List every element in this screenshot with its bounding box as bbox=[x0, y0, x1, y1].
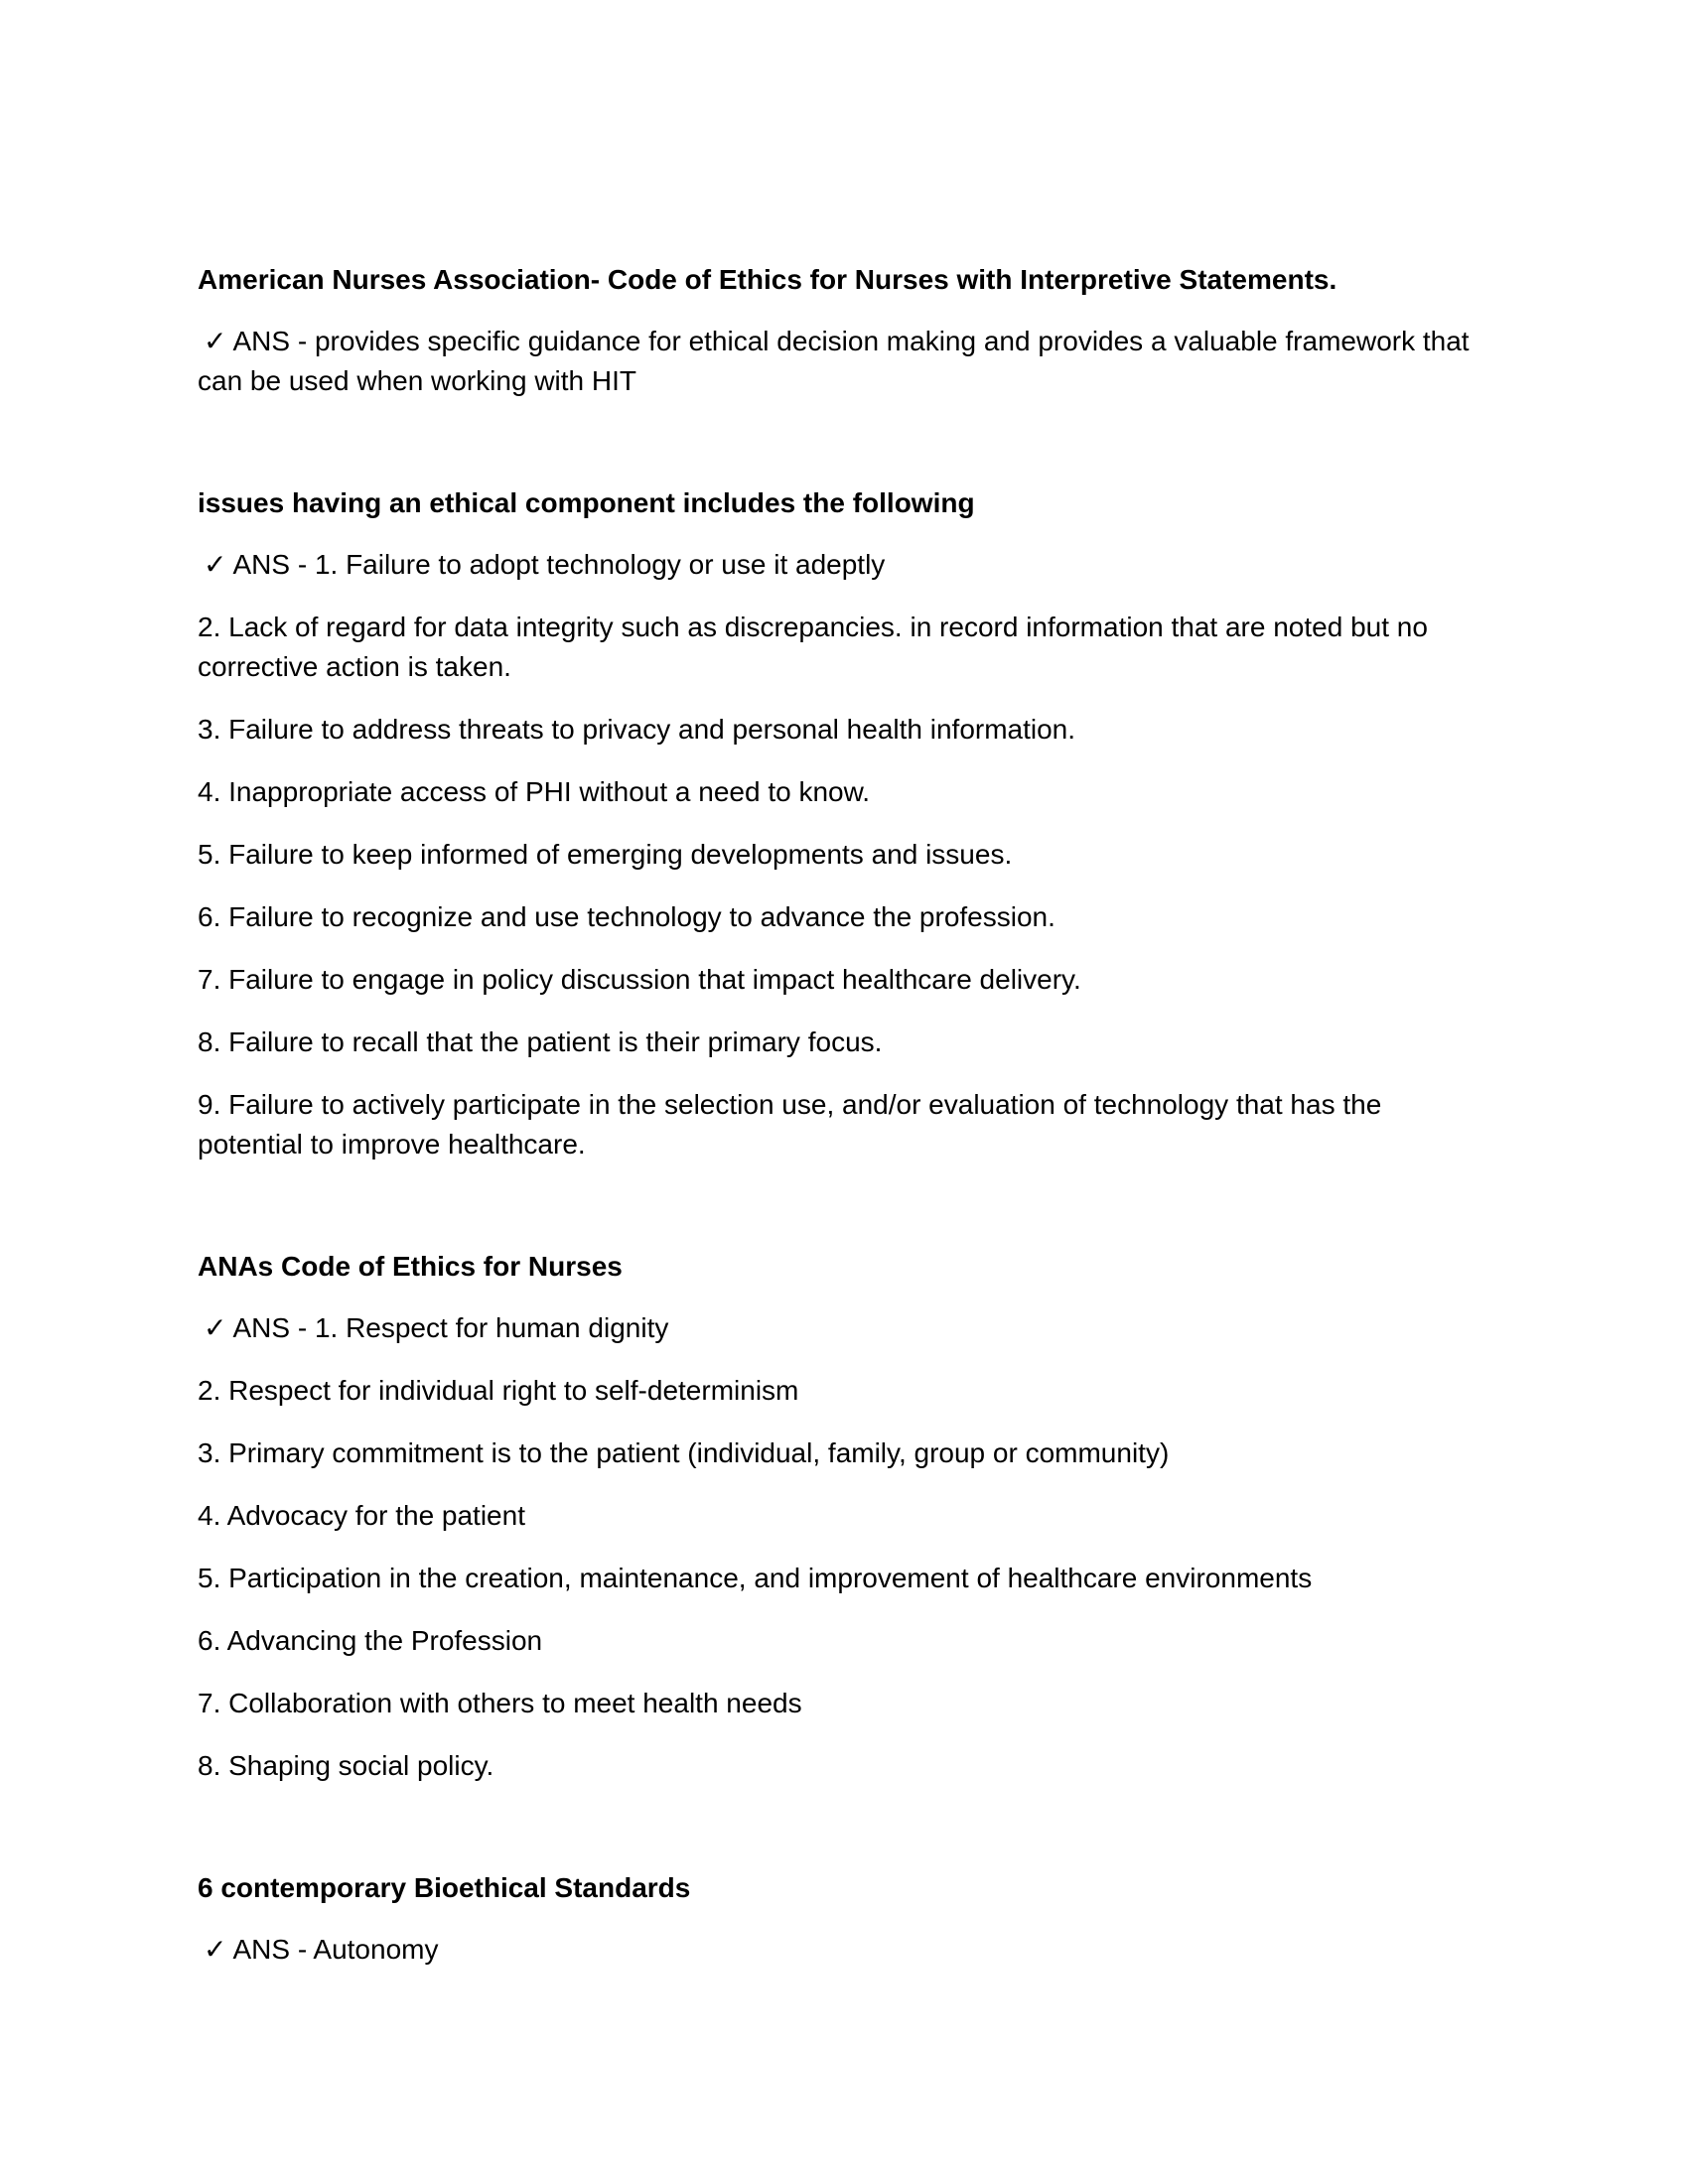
answer-text: 1. Respect for human dignity bbox=[314, 1312, 669, 1343]
answer-line bbox=[198, 1930, 1488, 1970]
qa-section bbox=[198, 260, 1488, 401]
answer-line bbox=[198, 1308, 1488, 1348]
document-page bbox=[198, 260, 1488, 1970]
checkmark-icon: ✓ bbox=[204, 326, 227, 356]
answer-list-item: 6. Advancing the Profession bbox=[198, 1625, 543, 1656]
answer-list-item: 9. Failure to actively participate in the selection use, and/or evaluation of technology that has the potential to improve healthcare. bbox=[198, 1089, 1382, 1160]
answer-list-item: 3. Primary commitment is to the patient (individual, family, group or community) bbox=[198, 1437, 1170, 1468]
question-heading: ANAs Code of Ethics for Nurses bbox=[198, 1251, 623, 1282]
answer-list-item: 4. Advocacy for the patient bbox=[198, 1500, 525, 1531]
answer-list-item: 8. Shaping social policy. bbox=[198, 1750, 494, 1781]
answer-prefix: ANS - bbox=[232, 1934, 308, 1965]
answer-list-item: 5. Failure to keep informed of emerging developments and issues. bbox=[198, 839, 1013, 870]
answer-text: Autonomy bbox=[313, 1934, 439, 1965]
answer-line bbox=[198, 545, 1488, 585]
checkmark-icon: ✓ bbox=[204, 549, 227, 580]
answer-text: 1. Failure to adopt technology or use it adeptly bbox=[314, 549, 886, 580]
answer-list-item: 7. Failure to engage in policy discussion that impact healthcare delivery. bbox=[198, 964, 1081, 995]
answer-list-item: 2. Respect for individual right to self-determinism bbox=[198, 1375, 799, 1406]
answer-prefix: ANS - bbox=[232, 549, 308, 580]
answer-list-item: 3. Failure to address threats to privacy and personal health information. bbox=[198, 714, 1076, 745]
answer-list-item: 4. Inappropriate access of PHI without a need to know. bbox=[198, 776, 871, 807]
answer-text: provides specific guidance for ethical decision making and provides a valuable framework that can be used when working with HIT bbox=[198, 326, 1470, 396]
question-heading: American Nurses Association- Code of Ethics for Nurses with Interpretive Statements. bbox=[198, 264, 1337, 295]
answer-list-item: 8. Failure to recall that the patient is their primary focus. bbox=[198, 1026, 883, 1057]
answer-list-item: 5. Participation in the creation, maintenance, and improvement of healthcare environments bbox=[198, 1563, 1313, 1593]
answer-prefix: ANS - bbox=[232, 1312, 308, 1343]
checkmark-icon: ✓ bbox=[204, 1312, 227, 1343]
answer-prefix: ANS - bbox=[232, 326, 308, 356]
question-heading: 6 contemporary Bioethical Standards bbox=[198, 1872, 691, 1903]
answer-line bbox=[198, 322, 1488, 401]
qa-section bbox=[198, 1247, 1488, 1786]
answer-list-item: 6. Failure to recognize and use technology to advance the profession. bbox=[198, 901, 1055, 932]
answer-list-item: 7. Collaboration with others to meet health needs bbox=[198, 1688, 802, 1718]
qa-section bbox=[198, 483, 1488, 1164]
answer-list-item: 2. Lack of regard for data integrity such as discrepancies. in record information that are noted but no corrective action is taken. bbox=[198, 612, 1428, 682]
checkmark-icon: ✓ bbox=[204, 1934, 227, 1965]
qa-section bbox=[198, 1868, 1488, 1970]
question-heading: issues having an ethical component includes the following bbox=[198, 487, 975, 518]
